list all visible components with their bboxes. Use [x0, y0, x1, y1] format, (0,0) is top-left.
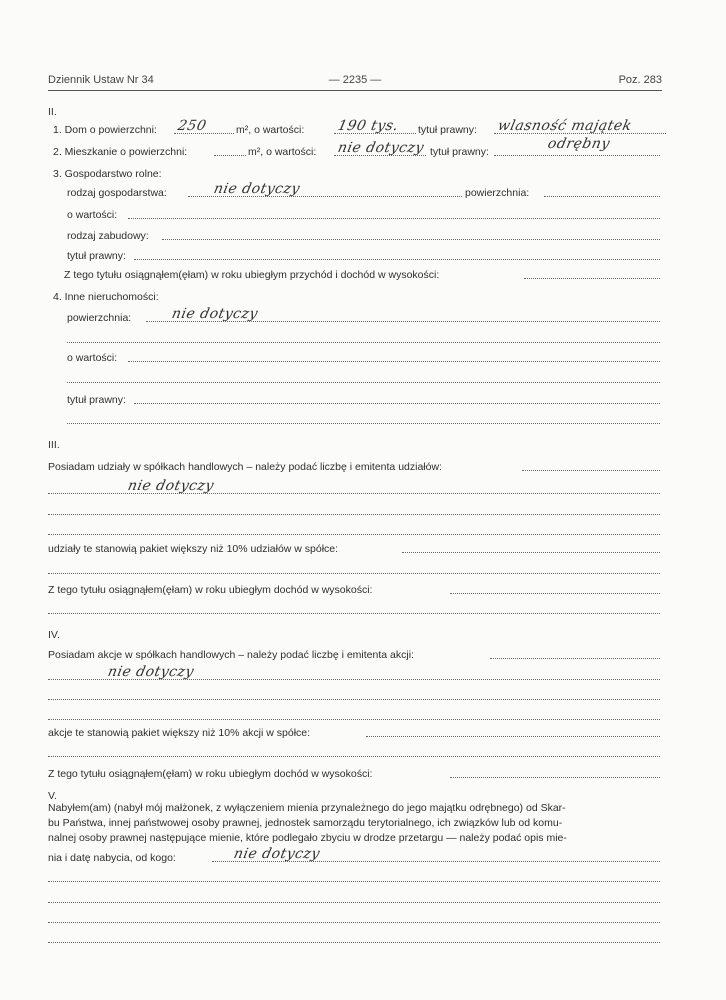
nabycie-text-line-2: bu Państwa, innej państwowej osoby prawnej, jednostek samorządu terytorialnego, ich związków lub od komu- [48, 817, 563, 829]
udzialy-pakiet-row [0, 543, 726, 557]
akcje-blank-row-2 [0, 710, 726, 724]
powierzchnia-line [544, 196, 660, 197]
page-number: — 2235 — [328, 74, 382, 86]
inne-label: 4. Inne nieruchomości: [53, 291, 159, 303]
mieszkanie-label: 2. Mieszkanie o powierzchni: [53, 146, 188, 158]
akcje-blank-row-1 [0, 690, 726, 704]
inne-tytul-label: tytuł prawny: [67, 394, 126, 406]
inne-wartosc-row [0, 352, 726, 366]
akcje-dochod-row [0, 768, 726, 782]
dom-title-handwritten: wlasność majątek [496, 118, 634, 134]
gospodarstwo-row [0, 168, 726, 182]
akcje-label: Posiadam akcje w spółkach handlowych – należy podać liczbę i emitenta akcji: [48, 649, 414, 661]
gospodarstwo-tytul-row [0, 250, 726, 264]
inne-blank-row-1 [0, 333, 726, 347]
udzialy-pakiet-line [402, 552, 660, 553]
nabycie-text-line-3: nalnej osoby prawnej następujące mienie, które podlegało zbyciu w drodze przetargu — należy podać opis mie- [48, 832, 567, 844]
akcje-dochod-label: Z tego tytułu osiągnąłem(ęłam) w roku ubiegłym dochód w wysokości: [48, 768, 373, 780]
nabycie-handwritten: nie dotyczy [232, 846, 322, 862]
rodzaj-gospodarstwa-label: rodzaj gospodarstwa: [67, 187, 167, 199]
mieszkanie-title-label: tytuł prawny: [430, 146, 489, 158]
nabycie-blank-row-2 [0, 893, 726, 907]
nabycie-blank-row-1 [0, 872, 726, 886]
udzialy-dochod-line [450, 593, 660, 594]
udzialy-line [522, 470, 660, 471]
udzialy-handwritten: nie dotyczy [126, 478, 216, 494]
inne-blank-line-1 [67, 342, 660, 343]
zabudowa-row [0, 230, 726, 244]
nabycie-label: nia i datę nabycia, od kogo: [48, 852, 176, 864]
udzialy-blank-line-1 [48, 514, 660, 515]
akcje-dochod-line [450, 777, 660, 778]
gospodarstwo-tytul-line [134, 259, 660, 260]
udzialy-blank-row-1 [0, 505, 726, 519]
nabycie-blank-line-4 [48, 942, 660, 943]
mieszkanie-title-line [494, 155, 660, 156]
gospodarstwo-wartosc-label: o wartości: [67, 209, 118, 221]
dom-area-unit: m², o wartości: [236, 124, 305, 136]
inne-wartosc-label: o wartości: [67, 352, 118, 364]
section-ii-heading: II. [48, 106, 57, 118]
akcje-pakiet-label: akcje te stanowią pakiet większy niż 10% akcji w spółce: [48, 727, 311, 739]
inne-row [0, 291, 726, 305]
udzialy-pakiet-label: udziały te stanowią pakiet większy niż 10% udziałów w spółce: [48, 543, 339, 555]
akcje-line [490, 658, 660, 659]
inne-blank-line-3 [67, 423, 660, 424]
dom-value-handwritten: 190 tys. [336, 118, 401, 134]
udzialy-value-row [0, 478, 726, 498]
gospodarstwo-income-label: Z tego tytułu osiągnąłem(ęłam) w roku ubiegłym przychód i dochód w wysokości: [64, 269, 440, 281]
akcje-blank-row-3 [0, 747, 726, 761]
gospodarstwo-label: 3. Gospodarstwo rolne: [53, 168, 162, 180]
inne-wartosc-line [128, 361, 660, 362]
nabycie-blank-row-4 [0, 933, 726, 947]
udzialy-blank-line-4 [48, 613, 660, 614]
zabudowa-line [162, 239, 660, 240]
nabycie-blank-line-3 [48, 922, 660, 923]
mieszkanie-area-line [214, 155, 246, 156]
akcje-pakiet-line [366, 736, 660, 737]
dom-row [0, 118, 726, 138]
dom-title-handwritten-cont: odrębny [546, 136, 612, 152]
rodzaj-gospodarstwa-row [0, 181, 726, 201]
inne-tytul-line [134, 403, 660, 404]
inne-powierzchnia-label: powierzchnia: [67, 312, 132, 324]
gospodarstwo-wartosc-row [0, 209, 726, 223]
dom-area-handwritten: 250 [176, 118, 208, 134]
section-v-heading: V. [48, 790, 57, 802]
nabycie-blank-line-2 [48, 902, 660, 903]
inne-blank-row-2 [0, 373, 726, 387]
journal-title: Dziennik Ustaw Nr 34 [48, 74, 154, 86]
udzialy-blank-row-2 [0, 525, 726, 539]
gospodarstwo-wartosc-line [128, 218, 660, 219]
dom-title-label: tytuł prawny: [418, 124, 477, 136]
udzialy-dochod-row [0, 584, 726, 598]
inne-tytul-row [0, 394, 726, 408]
inne-powierzchnia-handwritten: nie dotyczy [170, 306, 260, 322]
udzialy-dochod-label: Z tego tytułu osiągnąłem(ęłam) w roku ubiegłym dochód w wysokości: [48, 584, 373, 596]
akcje-pakiet-row [0, 727, 726, 741]
header-rule [48, 90, 662, 91]
udzialy-label: Posiadam udziały w spółkach handlowych – należy podać liczbę i emitenta udziałów: [48, 461, 442, 473]
akcje-blank-line-2 [48, 719, 660, 720]
nabycie-text-line-1: Nabyłem(am) (nabył mój małżonek, z wyłączeniem mienia przynależnego do jego majątku odrębnego) od Skar- [48, 802, 566, 814]
nabycie-blank-line-1 [48, 881, 660, 882]
inne-blank-line-2 [67, 382, 660, 383]
zabudowa-label: rodzaj zabudowy: [67, 230, 149, 242]
inne-powierzchnia-row [0, 306, 726, 326]
udzialy-blank-row-4 [0, 604, 726, 618]
section-iii-heading: III. [48, 439, 60, 451]
udzialy-blank-line-2 [48, 534, 660, 535]
mieszkanie-value-handwritten: nie dotyczy [336, 140, 426, 156]
nabycie-row [0, 846, 726, 866]
inne-blank-row-3 [0, 414, 726, 428]
udzialy-blank-line-3 [48, 573, 660, 574]
udzialy-blank-row-3 [0, 564, 726, 578]
mieszkanie-area-unit: m², o wartości: [248, 146, 317, 158]
dom-label: 1. Dom o powierzchni: [53, 124, 157, 136]
section-iv-heading: IV. [48, 629, 60, 641]
position-number: Poz. 283 [618, 74, 662, 86]
gospodarstwo-income-row [0, 269, 726, 283]
nabycie-blank-row-3 [0, 913, 726, 927]
akcje-value-row [0, 664, 726, 684]
akcje-handwritten: nie dotyczy [106, 664, 196, 680]
gospodarstwo-tytul-label: tytuł prawny: [67, 250, 126, 262]
akcje-blank-line-1 [48, 699, 660, 700]
akcje-row [0, 649, 726, 663]
gospodarstwo-income-line [524, 278, 660, 279]
udzialy-row [0, 461, 726, 475]
powierzchnia-label: powierzchnia: [465, 187, 530, 199]
akcje-blank-line-3 [48, 756, 660, 757]
rodzaj-gospodarstwa-handwritten: nie dotyczy [212, 181, 302, 197]
page-header [48, 74, 662, 88]
